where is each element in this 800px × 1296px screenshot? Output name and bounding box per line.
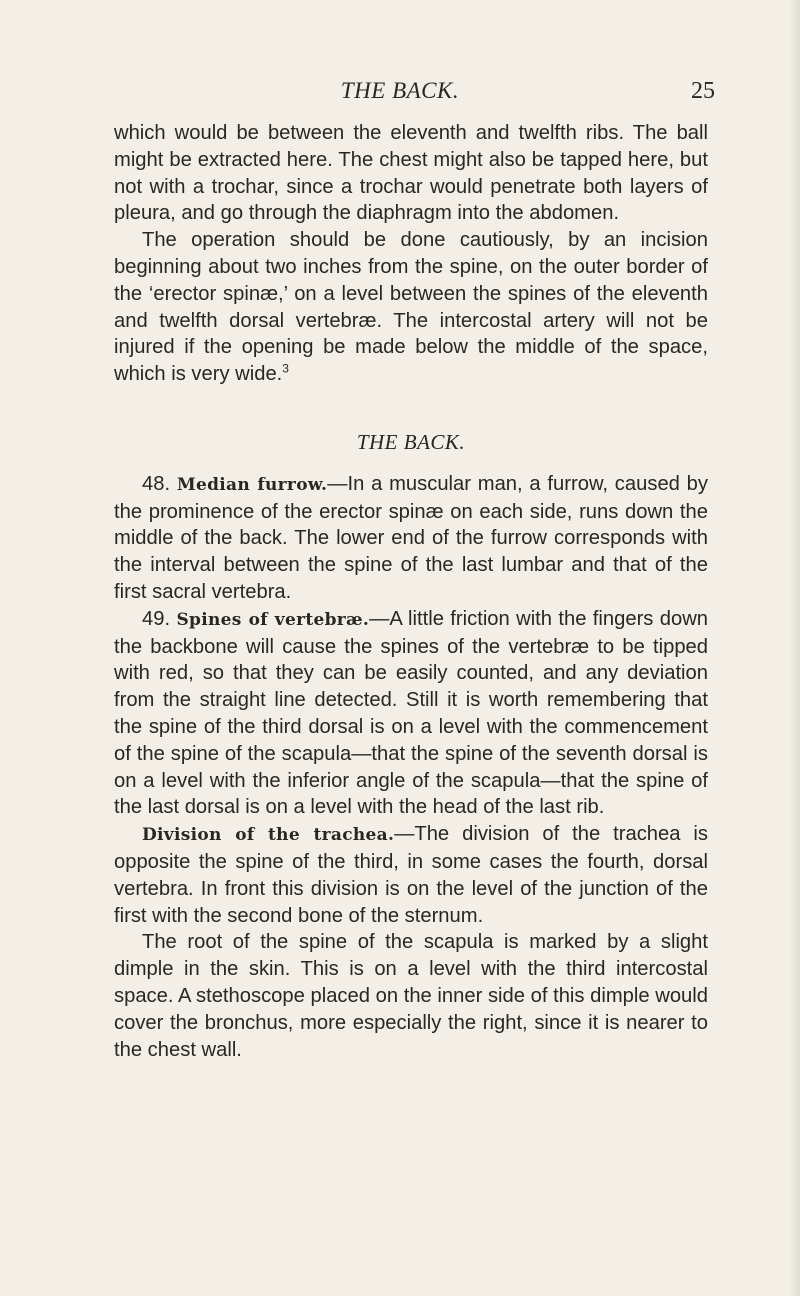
page-number: 25: [691, 78, 715, 104]
entry-median-furrow: [114, 471, 708, 606]
paragraph-scapula-root: [114, 929, 708, 1063]
paragraph-operation: [114, 227, 708, 388]
entry-text: —A little friction with the fingers down the backbone will cause the spines of the vertebræ to be tipped with red, so that they can be easily counted, and any deviation from the straight line detected. Still it is worth remembering that the spine of the third dorsal is on a level with the commencement of the spine of the scapula—that the spine of the seventh dorsal is on a level with the inferior angle of the scapula—that the spine of the last dorsal is on a level with the head of the last rib.: [114, 607, 709, 819]
paragraph-ribs-text: which would be between the eleventh and twelfth ribs. The ball might be extracted here. The chest might also be tapped here, but not with a trochar, since a trochar would penetrate both layers of pleura, and go through the diaphragm into the abdomen.: [114, 122, 708, 225]
entry-text: —In a muscular man, a furrow, caused by the prominence of the erector spinæ on each side, runs down the middle of the back. The lower end of the furrow corresponds with the interval between the spine of the last lumbar and that of the first sacral vertebra.: [114, 472, 708, 603]
entry-heading: Spines of vertebræ.: [176, 609, 370, 630]
paragraph-scapula-root-text: The root of the spine of the scapula is marked by a slight dimple in the skin. This is on a level with the third intercostal space. A stethoscope placed on the inner side of this dimple would cover the bronchus, more especially the right, since it is nearer to the chest wall.: [114, 931, 708, 1061]
running-head: [0, 78, 800, 110]
entry-spines-of-vertebrae: [114, 606, 708, 821]
paragraph-ribs: [114, 120, 708, 227]
section-title: THE BACK.: [356, 429, 466, 454]
entry-number: 49.: [142, 607, 171, 630]
entry-division-of-trachea: [114, 821, 708, 929]
body-text: [114, 120, 708, 1063]
footnote-reference: 3: [282, 361, 289, 376]
running-title: THE BACK.: [340, 78, 460, 103]
page-edge-shadow: [790, 0, 800, 1296]
entry-heading: Median furrow.: [176, 474, 328, 495]
paragraph-operation-text: The operation should be done cautiously, by an incision beginning about two inches from the spine, on the outer border of the ‘erector spinæ,’ on a level between the spines of the eleventh and twelfth dorsal vertebræ. The intercostal artery will not be injured if the opening be made below the middle of the space, which is very wide.: [114, 229, 708, 386]
entry-heading: Division of the trachea.: [142, 825, 395, 846]
entry-number: 48.: [142, 472, 171, 495]
entry-text: —The division of the trachea is opposite the spine of the third, in some cases the fourth, dorsal vertebra. In front this division is on the level of the junction of the first with the second bone of the sternum.: [114, 823, 709, 927]
